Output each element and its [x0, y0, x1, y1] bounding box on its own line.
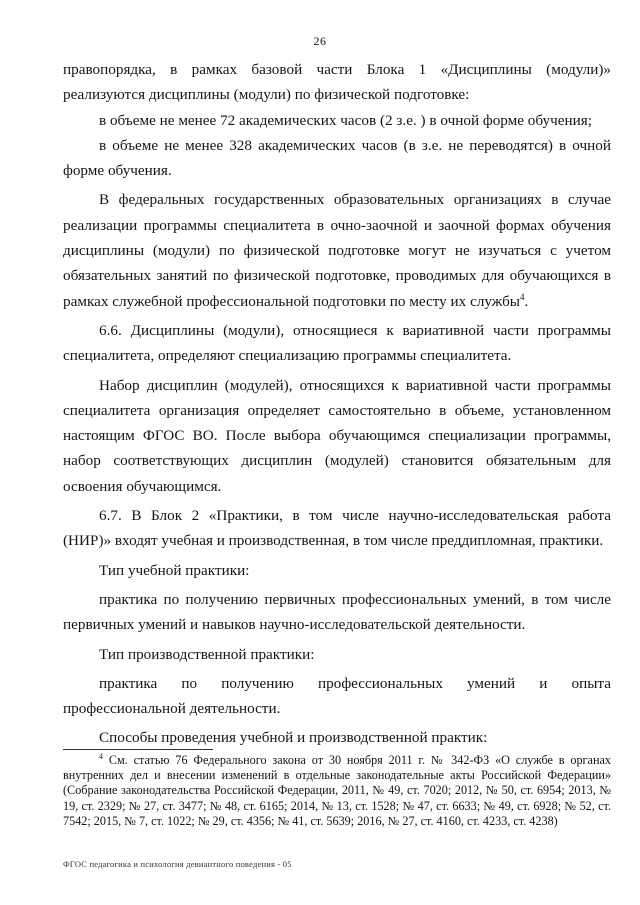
paragraph: [63, 503, 611, 554]
paragraph-text: практика по получению профессиональных умений и опыта профессиональной деятельности.: [63, 674, 611, 718]
paragraph: [63, 642, 611, 667]
paragraph: [63, 671, 611, 722]
paragraph: [63, 318, 611, 369]
footnote-number: 4: [99, 751, 103, 761]
footnote-text: См. статью 76 Федерального закона от 30 ноября 2011 г. № 342-ФЗ «О службе в органах внутренних дел и внесении изменений в отдельные законодательные акты Российской Федерации» (Собрание законодательства Российской Федерации, 2011, № 49, ст. 7020; 2012, № 50, ст. 6954; 2013, № 19, ст. 2329; № 27, ст. 3477; № 48, ст. 6165; 2014, № 13, ст. 1528; № 47, ст. 6633; № 49, ст. 6928; № 52, ст. 7542; 2015, № 7, ст. 1022; № 29, ст. 4356; № 41, ст. 5639; 2016, № 27, ст. 4160, ст. 4233, ст. 4238): [63, 753, 611, 828]
paragraph-text: Набор дисциплин (модулей), относящихся к вариативной части программы специалитета организация определяет самостоятельно в объеме, установленном настоящим ФГОС ВО. После выбора обучающимся специализации программы, набор соответствующих дисциплин (модулей) становится обязательным для освоения обучающимся.: [63, 376, 611, 495]
page-footer: ФГОС педагогика и психология девиантного поведения - 05: [63, 859, 292, 869]
footnote: [63, 753, 611, 829]
paragraph-text: 6.7. В Блок 2 «Практики, в том числе научно-исследовательская работа (НИР)» входят учебная и производственная, в том числе преддипломная, практики.: [63, 507, 611, 550]
paragraph: [63, 725, 611, 750]
paragraph: [63, 373, 611, 499]
paragraph: [63, 57, 611, 108]
paragraph: [63, 133, 611, 184]
paragraph-text: в объеме не менее 72 академических часов (2 з.е. ) в очной форме обучения;: [99, 111, 592, 129]
footnote-reference[interactable]: 4: [520, 291, 525, 302]
paragraph: [63, 108, 611, 133]
paragraph-text: Тип учебной практики:: [99, 561, 250, 579]
paragraph-text: Тип производственной практики:: [99, 645, 315, 663]
footnote-separator: [63, 749, 213, 750]
paragraph-text: В федеральных государственных образовательных организациях в случае реализации программы специалитета в очно-заочной и заочной формах обучения дисциплины (модули) по физической подготовке могут не изучаться с учетом обязательных занятий по физической подготовке, проводимых для обучающихся в рамках служебной профессиональной подготовки по месту их службы: [63, 191, 611, 310]
paragraph-text: 6.6. Дисциплины (модули), относящиеся к вариативной части программы специалитета, определяют специализацию программы специалитета.: [63, 321, 611, 365]
paragraph-text: в объеме не менее 328 академических часов (в з.е. не переводятся) в очной форме обучения.: [63, 136, 611, 180]
paragraph: [63, 558, 611, 583]
paragraph-text: правопорядка, в рамках базовой части Блока 1 «Дисциплины (модули)» реализуются дисциплины (модули) по физической подготовке:: [63, 61, 611, 104]
page-number: 26: [313, 34, 327, 48]
paragraph-text: практика по получению первичных профессиональных умений, в том числе первичных умений и навыков научно-исследовательской деятельности.: [63, 590, 611, 634]
paragraph-text: Способы проведения учебной и производственной практик:: [99, 729, 488, 747]
paragraph: [63, 587, 611, 638]
paragraph: В федеральных государственных образовательных организациях в случае реализации программы специалитета в очно-заочной и заочной формах обучения дисциплины (модули) по физической подготовке могут не изучаться с учетом обязательных занятий по физической подготовке, проводимых для обучающихся в рамках служебной профессиональной подготовки по месту их службы$^4$.: [63, 191, 611, 310]
document-body: [63, 57, 611, 751]
